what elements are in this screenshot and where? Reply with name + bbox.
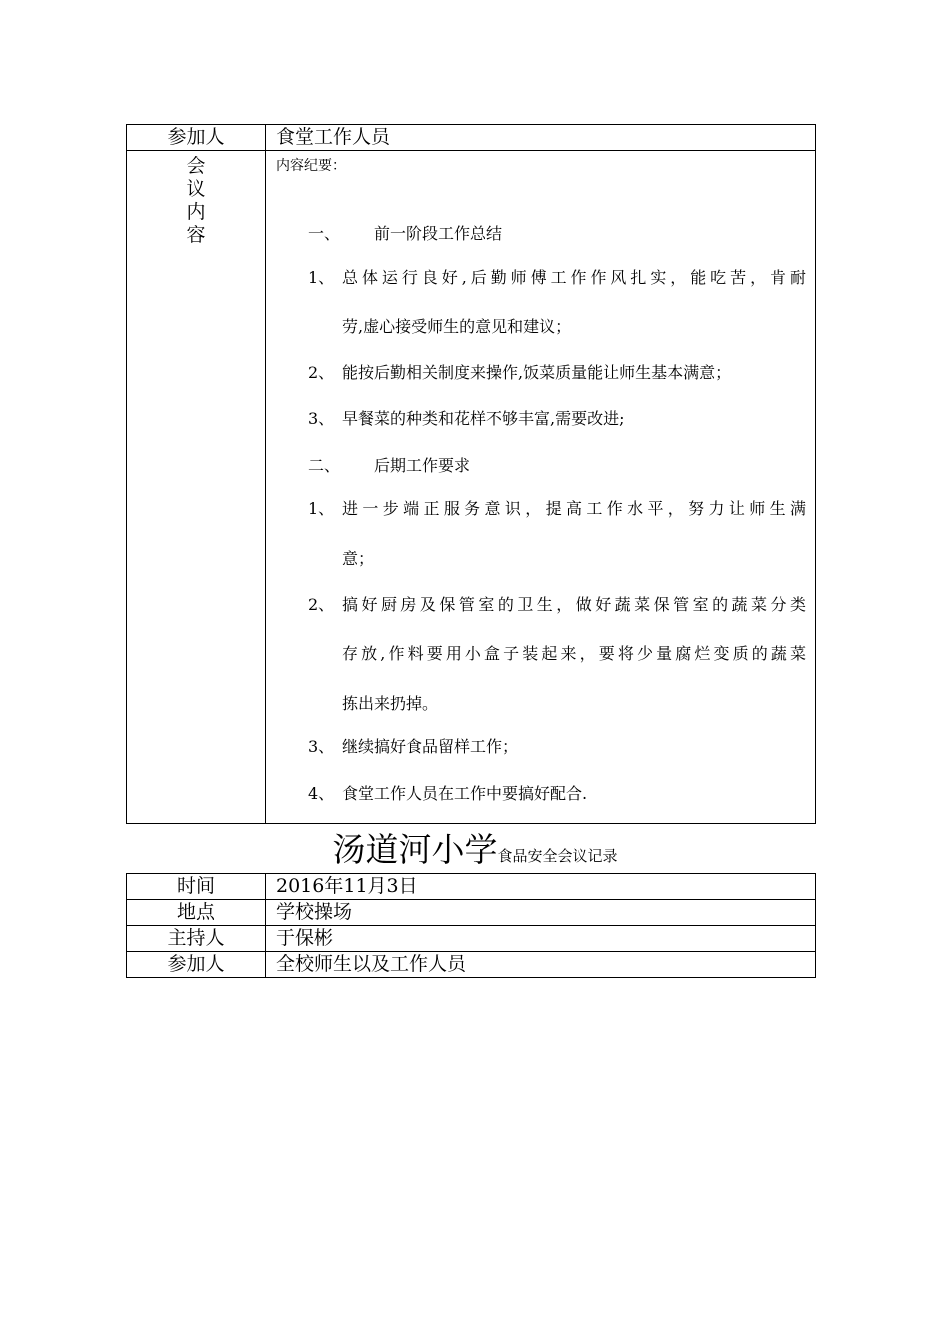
item-text: 进一步端正服务意识，提高工作水平，努力让师生满 [342, 499, 806, 518]
item-text: 总体运行良好,后勤师傅工作作风扎实，能吃苦，肯耐 [342, 268, 806, 287]
table-row [127, 952, 816, 978]
list-item [308, 592, 806, 615]
item-number: 3、 [308, 737, 335, 756]
document-title [0, 824, 950, 876]
item-number: 2、 [308, 595, 335, 614]
location-value: 学校操场 [266, 900, 816, 926]
participants-label: 参加人 [127, 125, 266, 151]
section-number: 二、 [308, 456, 341, 475]
item-text-continued [342, 641, 806, 664]
item-text: 搞好厨房及保管室的卫生，做好蔬菜保管室的蔬菜分类 [342, 595, 806, 614]
list-item [308, 406, 624, 429]
participants-value: 食堂工作人员 [266, 125, 816, 151]
location-label: 地点 [127, 900, 266, 926]
item-number: 1、 [308, 499, 335, 518]
participants-label: 参加人 [127, 952, 266, 978]
school-name: 汤道河小学 [332, 830, 498, 869]
meeting-info-table [126, 873, 816, 978]
content-label-char: 内 [186, 201, 206, 223]
item-text: 能按后勤相关制度来操作,饭菜质量能让师生基本满意； [342, 363, 732, 382]
section-title: 后期工作要求 [374, 456, 471, 475]
meeting-content-table [126, 124, 816, 824]
list-item [308, 265, 806, 288]
table-row [127, 926, 816, 952]
section-title: 前一阶段工作总结 [374, 224, 503, 243]
item-number: 1、 [308, 268, 335, 287]
item-text-continued-line: 存放,作料要用小盒子装起来，要将少量腐烂变质的蔬菜 [342, 644, 806, 663]
content-cell [266, 151, 816, 824]
item-number: 3、 [308, 409, 335, 428]
section-number: 一、 [308, 224, 341, 243]
table-row [127, 900, 816, 926]
document-subtitle: 食品安全会议记录 [497, 847, 618, 865]
item-text-continued: 拣出来扔掉。 [342, 694, 439, 713]
content-label [127, 151, 266, 824]
table-row [127, 874, 816, 900]
host-value: 于保彬 [266, 926, 816, 952]
list-item [308, 496, 806, 519]
item-text: 继续搞好食品留样工作； [342, 737, 519, 756]
list-item [308, 360, 731, 383]
time-label: 时间 [127, 874, 266, 900]
summary-label: 内容纪要： [276, 158, 346, 174]
host-label: 主持人 [127, 926, 266, 952]
participants-value: 全校师生以及工作人员 [266, 952, 816, 978]
item-text-continued: 意； [342, 549, 375, 568]
time-value: 2016年11月3日 [266, 874, 816, 900]
item-number: 2、 [308, 363, 335, 382]
item-number: 4、 [308, 784, 335, 803]
content-label-char: 容 [186, 224, 206, 246]
item-text: 食堂工作人员在工作中要搞好配合. [342, 784, 588, 803]
list-item [308, 734, 518, 757]
section-heading [308, 453, 470, 476]
item-text: 早餐菜的种类和花样不够丰富,需要改进; [342, 409, 625, 428]
item-text-continued: 劳,虚心接受师生的意见和建议； [342, 317, 572, 336]
content-label-char: 会 [186, 155, 206, 177]
list-item [308, 781, 587, 804]
content-label-char: 议 [186, 178, 206, 200]
section-heading [308, 221, 502, 244]
